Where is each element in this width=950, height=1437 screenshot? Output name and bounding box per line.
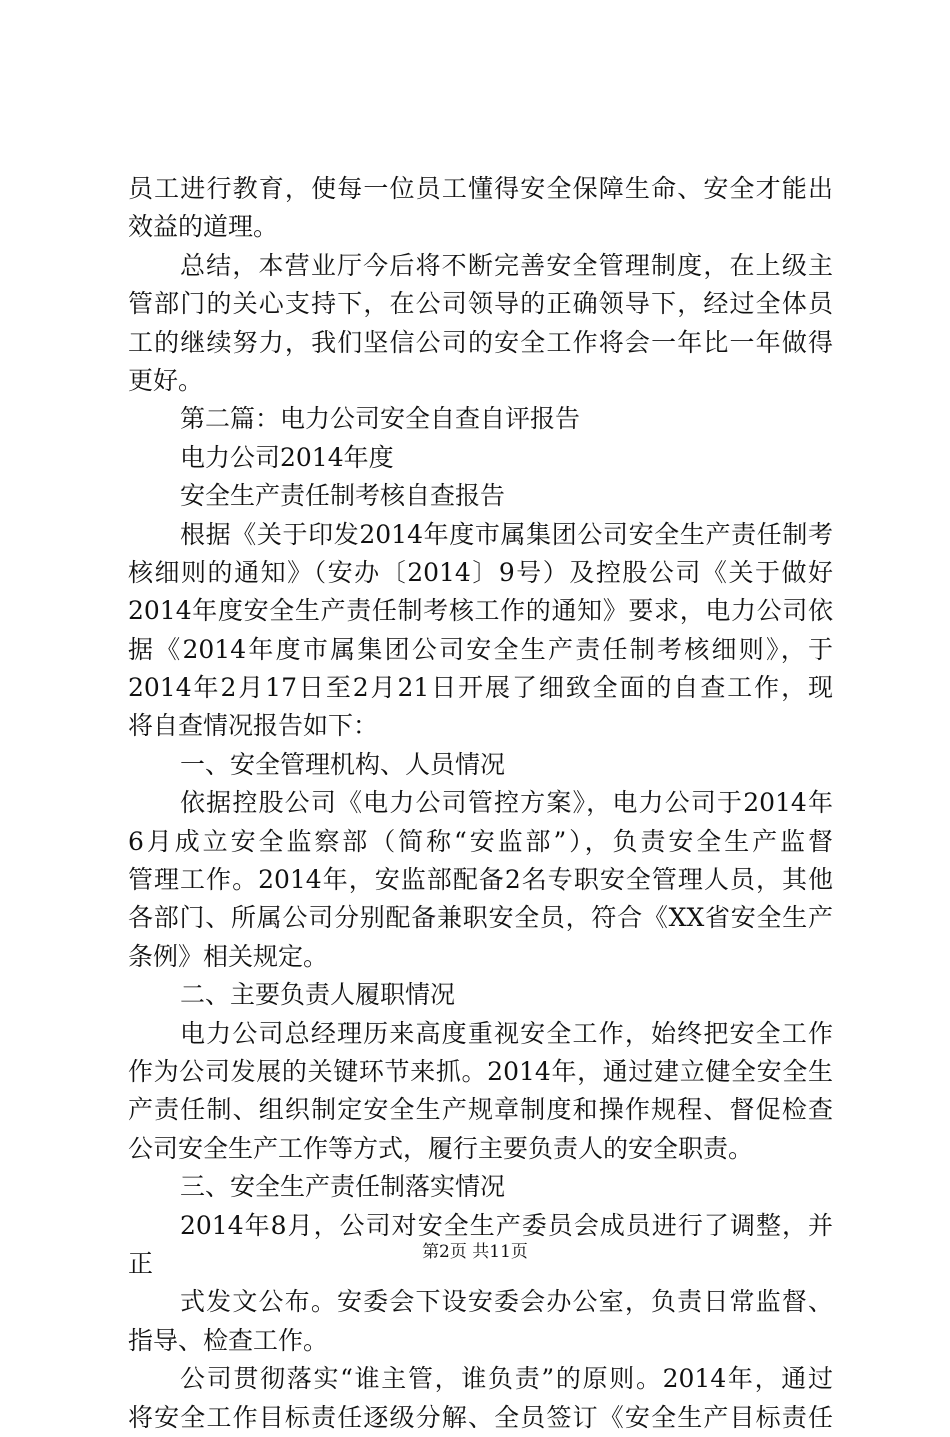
text-line: 产责任制、组织制定安全生产规章制度和操作规程、督促检查 (128, 1095, 833, 1125)
text-line: 核细则的通知》（安办〔2014〕9号）及控股公司《关于做好 (128, 557, 833, 587)
text-line: 将自查情况报告如下： (128, 711, 379, 741)
text-line: 公司贯彻落实“谁主管，谁负责”的原则。2014年，通过 (180, 1364, 833, 1394)
text-line: 将安全工作目标责任逐级分解、全员签订《安全生产目标责任 (128, 1402, 833, 1432)
text-line: 各部门、所属公司分别配备兼职安全员，符合《XX省安全生产 (128, 903, 833, 933)
text-line: 2014年度安全生产责任制考核工作的通知》要求，电力公司依 (128, 596, 833, 626)
text-line: 更好。 (128, 365, 204, 395)
text-line: 电力公司总经理历来高度重视安全工作，始终把安全工作 (180, 1018, 833, 1048)
text-line: 式发文公布。安委会下设安委会办公室，负责日常监督、 (180, 1287, 833, 1317)
text-line: 据《2014年度市属集团公司安全生产责任制考核细则》，于 (128, 634, 833, 664)
text-line: 2014年8月，公司对安全生产委员会成员进行了调整，并 (180, 1210, 833, 1240)
text-line: 总结，本营业厅今后将不断完善安全管理制度，在上级主 (180, 250, 833, 280)
text-line: 依据控股公司《电力公司管控方案》，电力公司于2014年 (180, 788, 833, 818)
text-line: 6月成立安全监察部（简称“安监部”），负责安全生产监督 (128, 826, 833, 856)
text-line: 根据《关于印发2014年度市属集团公司安全生产责任制考 (180, 519, 833, 549)
text-line: 一、安全管理机构、人员情况 (180, 749, 506, 779)
text-line: 管理工作。2014年，安监部配备2名专职安全管理人员，其他 (128, 865, 833, 895)
text-line: 工的继续努力，我们坚信公司的安全工作将会一年比一年做得 (128, 327, 833, 357)
text-line: 公司安全生产工作等方式，履行主要负责人的安全职责。 (128, 1133, 754, 1163)
text-line: 电力公司2014年度 (180, 442, 394, 472)
page-footer: 第2页 共11页 (422, 1242, 528, 1262)
text-line: 2014年2月17日至2月21日开展了细致全面的自查工作，现 (128, 673, 833, 703)
text-line: 二、主要负责人履职情况 (180, 980, 456, 1010)
text-line: 作为公司发展的关键环节来抓。2014年，通过建立健全安全生 (128, 1056, 833, 1086)
text-line: 三、安全生产责任制落实情况 (180, 1172, 506, 1202)
text-line: 效益的道理。 (128, 212, 279, 242)
text-line: 第二篇：电力公司安全自查自评报告 (180, 404, 581, 434)
text-line: 正 (128, 1248, 154, 1278)
text-line: 管部门的关心支持下，在公司领导的正确领导下，经过全体员 (128, 289, 833, 319)
text-line: 指导、检查工作。 (128, 1325, 329, 1355)
text-line: 员工进行教育，使每一位员工懂得安全保障生命、安全才能出 (128, 174, 833, 203)
text-line: 条例》相关规定。 (128, 941, 329, 971)
text-line: 安全生产责任制考核自查报告 (180, 481, 506, 511)
